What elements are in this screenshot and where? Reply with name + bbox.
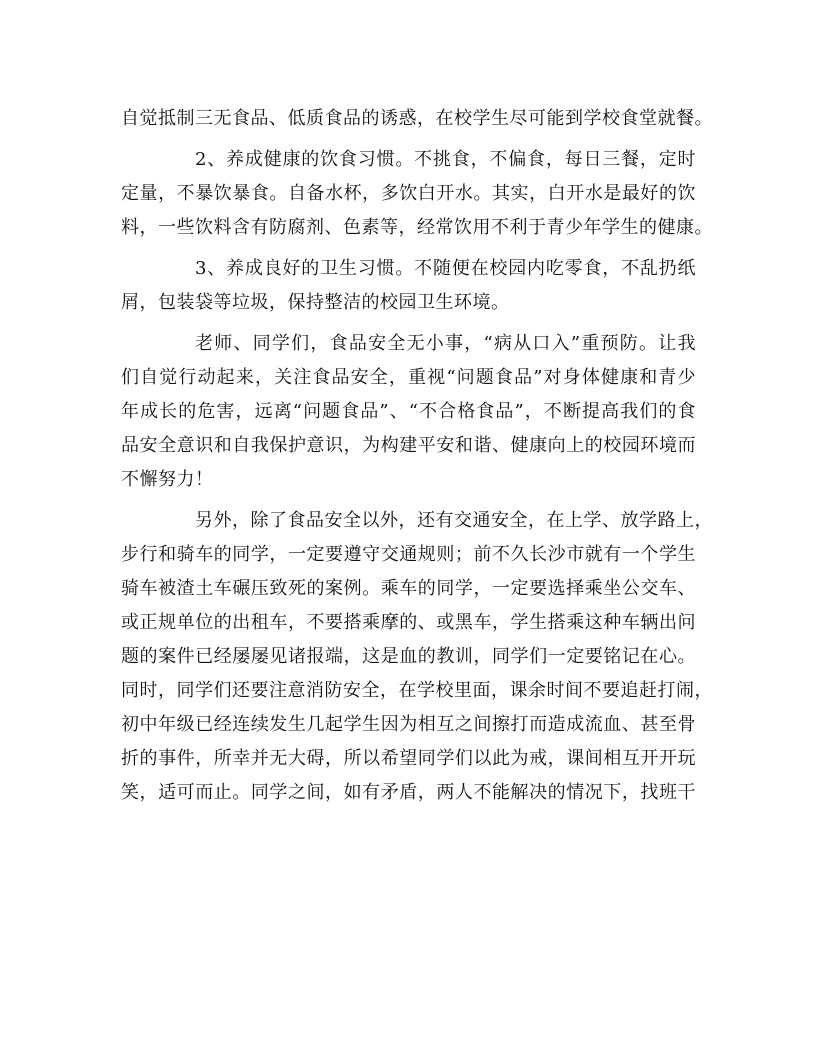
text-line: 品安全意识和自我保护意识，为构建平安和谐、健康向上的校园环境而 xyxy=(121,435,696,456)
text-line: 或正规单位的出租车，不要搭乘摩的、或黑车，学生搭乘这种车辆出问 xyxy=(121,612,696,633)
text-line: 老师、同学们，食品安全无小事，“病从口入”重预防。让我 xyxy=(195,333,696,354)
text-line: 步行和骑车的同学，一定要遵守交通规则；前不久长沙市就有一个学生 xyxy=(121,544,696,565)
text-line: 另外，除了食品安全以外，还有交通安全，在上学、放学路上， xyxy=(195,510,713,531)
text-line: 2、养成健康的饮食习惯。不挑食，不偏食，每日三餐，定时 xyxy=(195,149,696,170)
text-line: 屑，包装袋等垃圾，保持整洁的校园卫生环境。 xyxy=(121,292,510,313)
text-line: 笑，适可而止。同学之间，如有矛盾，两人不能解决的情况下，找班干 xyxy=(121,782,696,803)
text-line: 料，一些饮料含有防腐剂、色素等，经常饮用不利于青少年学生的健康。 xyxy=(121,217,713,238)
text-line: 自觉抵制三无食品、低质食品的诱惑，在校学生尽可能到学校食堂就餐。 xyxy=(121,108,713,129)
text-line: 3、养成良好的卫生习惯。不随便在校园内吃零食，不乱扔纸 xyxy=(195,258,696,279)
text-line: 初中年级已经连续发生几起学生因为相互之间擦打而造成流血、甚至骨 xyxy=(121,714,696,735)
body-text xyxy=(121,102,713,810)
text-line: 不懈努力！ xyxy=(121,469,214,490)
text-line: 同时，同学们还要注意消防安全，在学校里面，课余时间不要追赶打闹， xyxy=(121,680,713,701)
text-line: 定量，不暴饮暴食。自备水杯，多饮白开水。其实，白开水是最好的饮 xyxy=(121,183,696,204)
text-line: 题的案件已经屡屡见诸报端，这是血的教训，同学们一定要铭记在心。 xyxy=(121,646,696,667)
text-line: 们自觉行动起来，关注食品安全，重视“问题食品”对身体健康和青少 xyxy=(121,367,696,388)
text-line: 折的事件，所幸并无大碍，所以希望同学们以此为戒，课间相互开开玩 xyxy=(121,748,696,769)
text-line: 骑车被渣土车碾压致死的案例。乘车的同学，一定要选择乘坐公交车、 xyxy=(121,578,696,599)
text-line: 年成长的危害，远离“问题食品”、“不合格食品”，不断提高我们的食 xyxy=(121,401,696,422)
